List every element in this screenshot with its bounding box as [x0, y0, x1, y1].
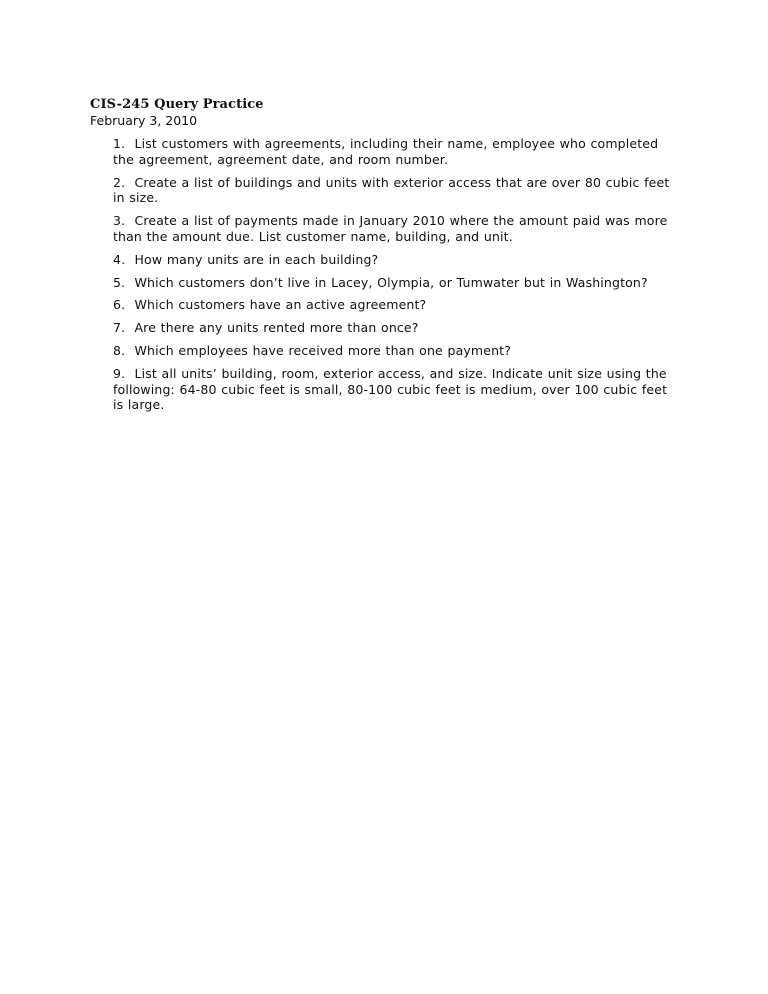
question-number: 6. [113, 297, 126, 313]
question-item [113, 297, 675, 313]
question-text: Which employees have received more than one payment? [134, 342, 512, 358]
document-header [90, 97, 690, 129]
question-number: 9. [113, 365, 126, 381]
question-item [113, 343, 675, 359]
question-number: 1. [113, 136, 126, 151]
question-item [113, 320, 675, 336]
question-text: Create a list of buildings and units with exterior access that are over 80 cubic feet in size. [113, 174, 670, 206]
question-text: Create a list of payments made in January 2010 where the amount paid was more than the amount due. List customer name, building, and unit. [113, 213, 668, 244]
question-text: Which customers don’t live in Lacey, Olympia, or Tumwater but in Washington? [134, 274, 648, 290]
document-title: CIS-245 Query Practice [90, 97, 264, 112]
question-number: 3. [113, 213, 126, 229]
question-number: 7. [113, 320, 126, 336]
question-list [113, 136, 675, 420]
document-date: February 3, 2010 [90, 113, 198, 128]
question-item [113, 366, 675, 413]
question-number: 4. [113, 251, 126, 267]
question-number: 8. [113, 342, 126, 358]
question-item [113, 175, 675, 207]
question-text: List all units’ building, room, exterior access, and size. Indicate unit size using the following: 64-80 cubic feet is small, 80-100 cubic feet is medium, over 100 cubic feet is large. [113, 365, 668, 413]
question-number: 5. [113, 274, 126, 290]
question-text: Which customers have an active agreement? [134, 297, 427, 313]
question-number: 2. [113, 174, 126, 190]
question-item [113, 275, 675, 291]
question-item [113, 136, 675, 168]
question-text: Are there any units rented more than once? [134, 320, 419, 336]
question-text: How many units are in each building? [134, 251, 379, 267]
question-text: List customers with agreements, including their name, employee who completed the agreement, agreement date, and room number. [113, 136, 659, 167]
question-item [113, 213, 675, 245]
question-item [113, 252, 675, 268]
